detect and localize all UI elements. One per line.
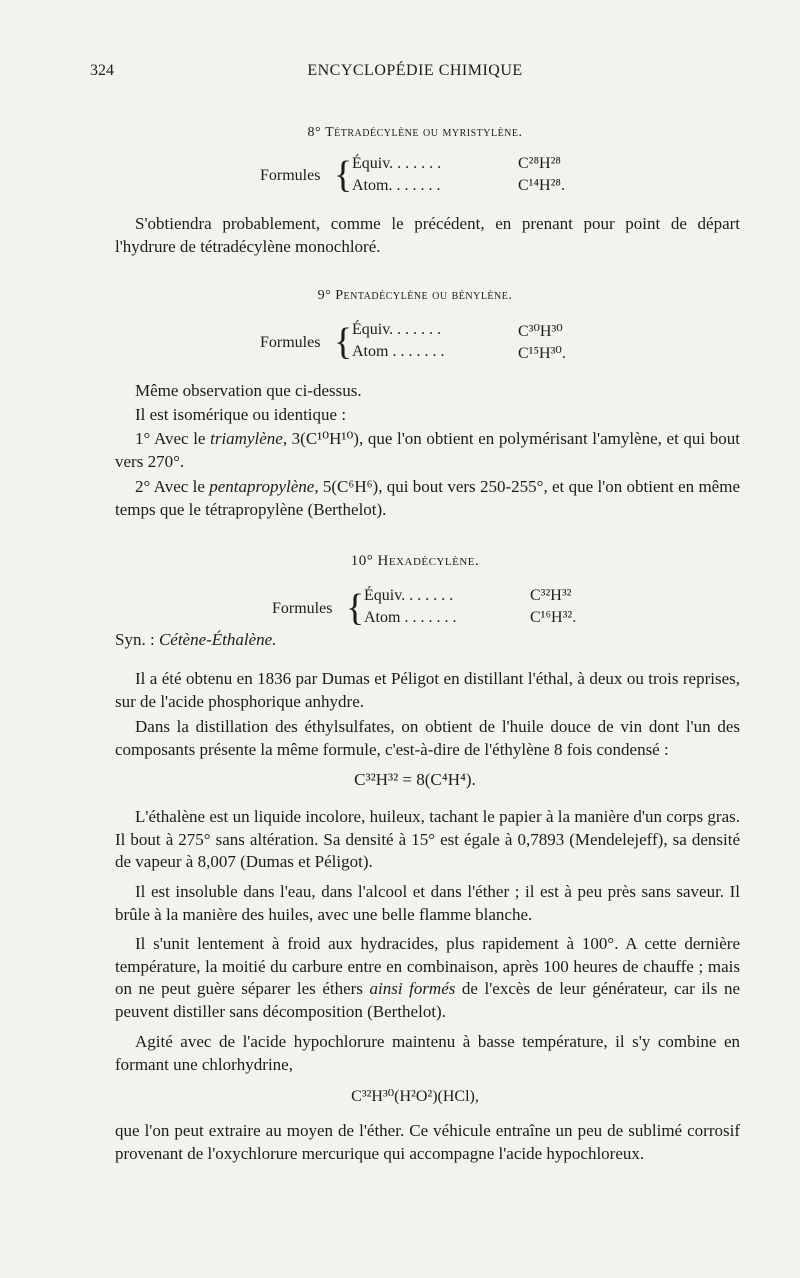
text-run: , 5(C⁶H⁶), qui bout vers 250-255°, et que l'on obtient en même temps que le tétrapropylène (Berthelot). <box>115 477 740 519</box>
brace-glyph: { <box>334 154 353 196</box>
section-10-paragraph-6: Agité avec de l'acide hypochlorure maintenu à basse température, il s'y combine en formant une chlorhydrine, <box>115 1032 740 1074</box>
section-8-title <box>90 125 740 141</box>
section-9-paragraph-2: Il est isomérique ou identique : <box>135 405 347 424</box>
section-9-formulas <box>260 321 590 365</box>
section-10-paragraph-5 <box>115 933 740 1023</box>
section-9-paragraph-4 <box>115 476 740 521</box>
equiv-label: Équiv. . . . . . . <box>352 321 442 338</box>
text-run: 2° Avec le <box>135 477 210 496</box>
section-9-number: 9° <box>317 288 332 303</box>
equation-2: C³²H³⁰(H²O²)(HCl), <box>351 1088 479 1105</box>
atom-label: Atom . . . . . . . <box>352 343 445 360</box>
section-8-name: Tétradécylène ou myristylène. <box>325 125 523 140</box>
section-9-paragraph-3 <box>115 428 740 473</box>
section-8-number: 8° <box>307 125 322 140</box>
page-header <box>90 62 740 82</box>
section-10-number: 10° <box>350 553 374 569</box>
page-number: 324 <box>90 62 114 79</box>
section-9-paragraph-1: Même observation que ci-dessus. <box>135 381 362 400</box>
section-8-formulas <box>260 155 590 199</box>
synonyms-value: Cétène-Éthalène. <box>158 630 277 649</box>
section-8-paragraph: S'obtiendra probablement, comme le précédent, en prenant pour point de départ l'hydrure de tétradécylène monochloré. <box>115 214 740 256</box>
equiv-value: C³²H³² <box>530 587 572 604</box>
equiv-label: Équiv. . . . . . . <box>352 155 442 172</box>
formulas-label: Formules <box>260 167 321 184</box>
section-9-name: Pentadécylène ou bénylène. <box>335 288 513 303</box>
atom-label: Atom. . . . . . . <box>352 177 441 194</box>
section-10-title <box>90 553 740 570</box>
italic-run: triamylène <box>210 429 283 448</box>
section-10-name: Hexadécylène. <box>377 553 480 569</box>
atom-value: C¹⁶H³². <box>530 609 577 626</box>
atom-value: C¹⁴H²⁸. <box>518 177 565 194</box>
running-title: ENCYCLOPÉDIE CHIMIQUE <box>307 62 523 79</box>
equiv-label: Équiv. . . . . . . <box>364 587 454 604</box>
atom-value: C¹⁵H³⁰. <box>518 345 566 362</box>
italic-run: pentapropylène <box>209 477 315 496</box>
formulas-label: Formules <box>260 334 321 351</box>
formulas-label: Formules <box>272 600 333 617</box>
synonyms-line <box>115 630 276 650</box>
section-10-paragraph-7: que l'on peut extraire au moyen de l'éther. Ce véhicule entraîne un peu de sublimé corrosif provenant de l'oxychlorure mercurique qui accompagne l'acide hypochloreux. <box>115 1121 740 1163</box>
text-run: , 3(C¹⁰H¹⁰), que l'on obtient en polymérisant l'amylène, et qui bout vers 270°. <box>115 429 740 471</box>
section-10-paragraph-2: Dans la distillation des éthylsulfates, on obtient de l'huile douce de vin dont l'un des composants présente la même formule, c'est-à-dire de l'éthylène 8 fois condensé : <box>115 717 740 759</box>
section-10-formulas <box>272 587 602 631</box>
brace-glyph: { <box>334 321 353 363</box>
italic-run: ainsi formés <box>369 979 456 998</box>
brace-glyph: { <box>346 587 365 629</box>
equiv-value: C²⁸H²⁸ <box>518 155 561 172</box>
section-10-paragraph-3: L'éthalène est un liquide incolore, huileux, tachant le papier à la manière d'un corps gras. Il bout à 275° sans altération. Sa densité à 15° est égale à 0,7893 (Mendelejeff), sa densité de vapeur à 8,007 (Dumas et Péligot). <box>115 807 740 871</box>
equation-1: C³²H³² = 8(C⁴H⁴). <box>354 770 476 789</box>
section-9-title <box>90 288 740 304</box>
synonyms-label: Syn. : <box>115 630 159 649</box>
text-run: de l'excès de leur générateur, car ils ne peuvent distiller sans décomposition (Berthelot). <box>115 979 740 1021</box>
text-run: 1° Avec le <box>135 429 211 448</box>
section-10-paragraph-1: Il a été obtenu en 1836 par Dumas et Péligot en distillant l'éthal, à deux ou trois reprises, sur de l'acide phosphorique anhydre. <box>115 669 740 711</box>
section-10-paragraph-4: Il est insoluble dans l'eau, dans l'alcool et dans l'éther ; il est à peu près sans saveur. Il brûle à la manière des huiles, avec une belle flamme blanche. <box>115 882 740 924</box>
equiv-value: C³⁰H³⁰ <box>518 323 563 340</box>
atom-label: Atom . . . . . . . <box>364 609 457 626</box>
text-run: Il s'unit lentement à froid aux hydracides, plus rapidement à 100°. A cette dernière température, la moitié du carbure entre en combinaison, après 100 heures de chauffe ; mais on ne peut guère séparer les éthers <box>115 934 740 998</box>
